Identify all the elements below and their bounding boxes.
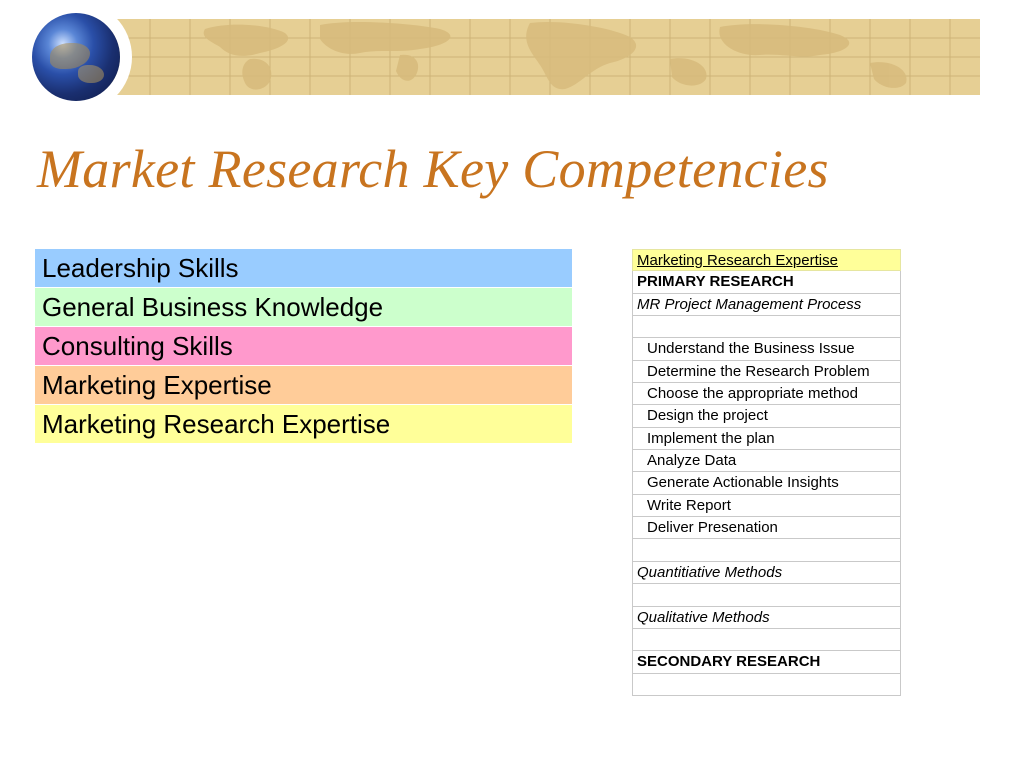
table-row: Write Report — [632, 495, 901, 517]
table-row: Implement the plan — [632, 428, 901, 450]
world-map-graphic — [110, 19, 980, 95]
table-row: Analyze Data — [632, 450, 901, 472]
table-row — [632, 316, 901, 338]
table-row — [632, 584, 901, 606]
table-row: Design the project — [632, 405, 901, 427]
table-row — [632, 629, 901, 651]
table-row: Deliver Presenation — [632, 517, 901, 539]
competency-item: Leadership Skills — [35, 249, 572, 288]
table-row: Qualitative Methods — [632, 607, 901, 629]
competency-list — [35, 249, 572, 444]
table-row — [632, 539, 901, 561]
table-header: Marketing Research Expertise — [632, 249, 901, 271]
header-banner — [110, 19, 980, 95]
competency-item: Consulting Skills — [35, 327, 572, 366]
competency-item: Marketing Expertise — [35, 366, 572, 405]
table-row: SECONDARY RESEARCH — [632, 651, 901, 673]
table-row: Quantitiative Methods — [632, 562, 901, 584]
slide-title: Market Research Key Competencies — [37, 139, 829, 199]
table-row: Choose the appropriate method — [632, 383, 901, 405]
competency-item: Marketing Research Expertise — [35, 405, 572, 444]
table-row: MR Project Management Process — [632, 294, 901, 316]
table-row: Generate Actionable Insights — [632, 472, 901, 494]
marketing-research-table — [632, 249, 901, 696]
table-row — [632, 674, 901, 696]
globe-icon — [32, 13, 120, 101]
competency-item: General Business Knowledge — [35, 288, 572, 327]
table-row: Understand the Business Issue — [632, 338, 901, 360]
table-row: PRIMARY RESEARCH — [632, 271, 901, 293]
table-row: Determine the Research Problem — [632, 361, 901, 383]
